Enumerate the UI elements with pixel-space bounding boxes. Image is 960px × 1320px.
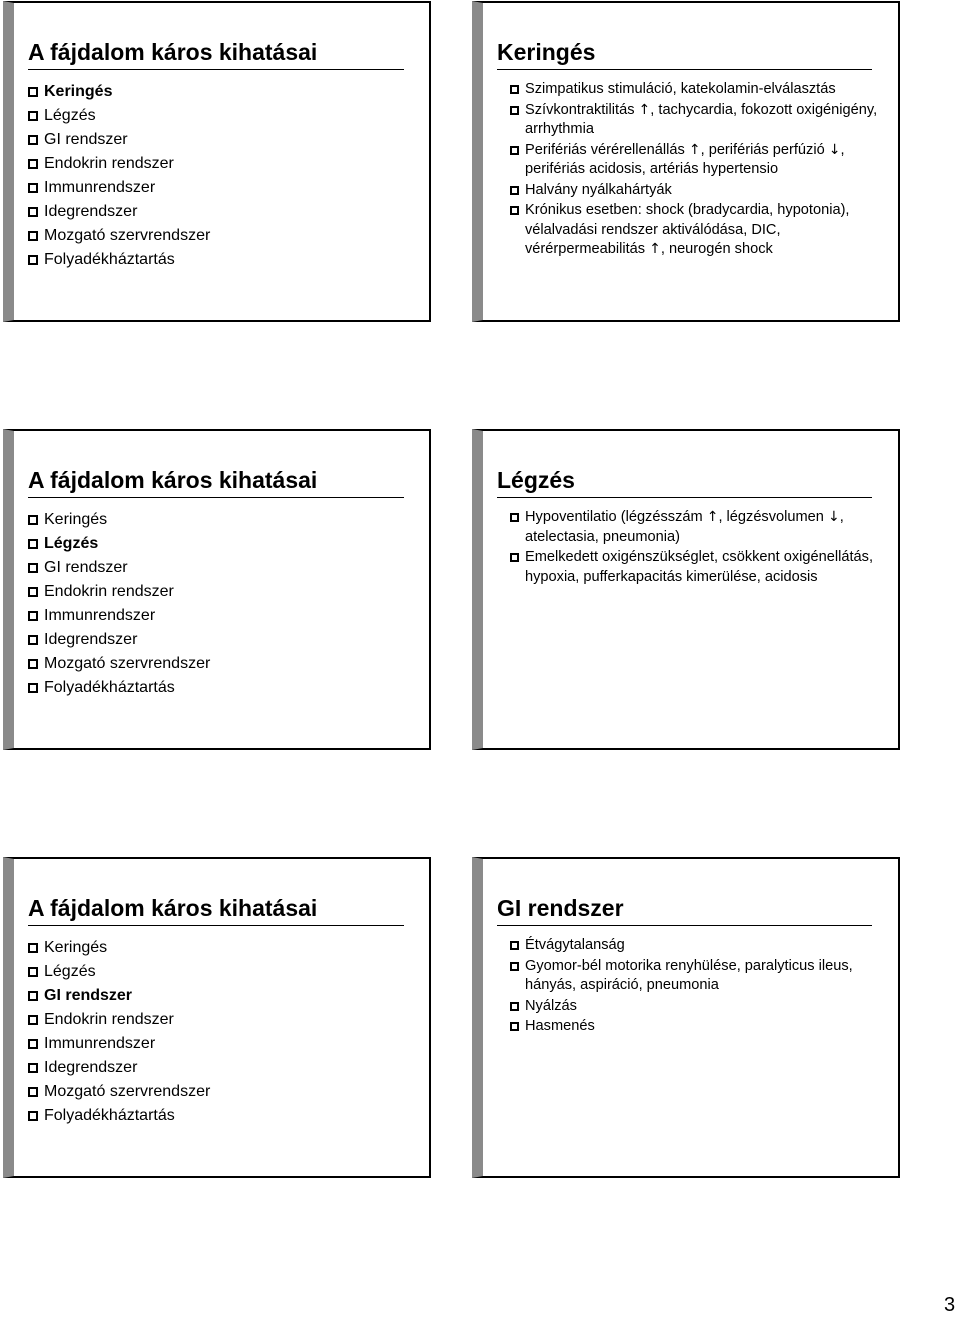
- list-item: Folyadékháztartás: [28, 1104, 423, 1128]
- square-bullet-icon: [28, 207, 38, 217]
- list-item: Légzés: [28, 532, 423, 556]
- list-item: Immunrendszer: [28, 1032, 423, 1056]
- square-bullet-icon: [510, 85, 519, 94]
- list-item: Gyomor-bél motorika renyhülése, paralyticus ileus, hányás, aspiráció, pneumonia: [497, 957, 892, 996]
- list-item: Légzés: [28, 104, 423, 128]
- square-bullet-icon: [28, 943, 38, 953]
- topic-list: [28, 80, 423, 272]
- list-item: Idegrendszer: [28, 200, 423, 224]
- list-item: Folyadékháztartás: [28, 248, 423, 272]
- list-item: Endokrin rendszer: [28, 580, 423, 604]
- list-item: Immunrendszer: [28, 604, 423, 628]
- list-item: Mozgató szervrendszer: [28, 652, 423, 676]
- square-bullet-icon: [28, 159, 38, 169]
- content-list: [497, 508, 892, 588]
- square-bullet-icon: [28, 1063, 38, 1073]
- square-bullet-icon: [28, 183, 38, 193]
- topic-list: [28, 936, 423, 1128]
- arrow-up-icon: ↑: [706, 509, 719, 525]
- slide-4: [472, 429, 900, 750]
- list-item: Hasmenés: [497, 1017, 892, 1037]
- square-bullet-icon: [510, 941, 519, 950]
- square-bullet-icon: [510, 106, 519, 115]
- slide-title: Keringés: [497, 37, 872, 70]
- square-bullet-icon: [28, 539, 38, 549]
- list-item: Légzés: [28, 960, 423, 984]
- list-item: Mozgató szervrendszer: [28, 224, 423, 248]
- square-bullet-icon: [28, 87, 38, 97]
- slide-title: GI rendszer: [497, 893, 872, 926]
- square-bullet-icon: [28, 967, 38, 977]
- square-bullet-icon: [28, 111, 38, 121]
- square-bullet-icon: [28, 587, 38, 597]
- square-bullet-icon: [510, 1022, 519, 1031]
- square-bullet-icon: [510, 206, 519, 215]
- list-item: Étvágytalanság: [497, 936, 892, 956]
- slide-2: [472, 1, 900, 322]
- square-bullet-icon: [510, 146, 519, 155]
- list-item: Immunrendszer: [28, 176, 423, 200]
- square-bullet-icon: [28, 1015, 38, 1025]
- slide-5: [3, 857, 431, 1178]
- arrow-down-icon: ↓: [828, 141, 841, 158]
- square-bullet-icon: [28, 611, 38, 621]
- list-item: Szívkontraktilitás ↑, tachycardia, fokozott oxigénigény, arrhythmia: [497, 101, 892, 140]
- slide-6: [472, 857, 900, 1178]
- list-item: Mozgató szervrendszer: [28, 1080, 423, 1104]
- content-list: [497, 80, 892, 261]
- list-item: Szimpatikus stimuláció, katekolamin-elválasztás: [497, 80, 892, 100]
- list-item: Krónikus esetben: shock (bradycardia, hypotonia), vélalvadási rendszer aktiválódása, DIC, vérérpermeabilitás ↑, neurogén shock: [497, 201, 892, 260]
- square-bullet-icon: [510, 962, 519, 971]
- list-item: Idegrendszer: [28, 628, 423, 652]
- arrow-up-icon: ↑: [649, 241, 661, 257]
- square-bullet-icon: [510, 1002, 519, 1011]
- square-bullet-icon: [510, 513, 519, 522]
- list-item: Idegrendszer: [28, 1056, 423, 1080]
- list-item: Keringés: [28, 80, 423, 104]
- list-item: GI rendszer: [28, 984, 423, 1008]
- arrow-up-icon: ↑: [688, 141, 701, 158]
- list-item: Nyálzás: [497, 997, 892, 1017]
- content-list: [497, 936, 892, 1038]
- list-item: Endokrin rendszer: [28, 152, 423, 176]
- list-item: GI rendszer: [28, 556, 423, 580]
- square-bullet-icon: [28, 515, 38, 525]
- list-item: GI rendszer: [28, 128, 423, 152]
- list-item: Keringés: [28, 936, 423, 960]
- square-bullet-icon: [510, 186, 519, 195]
- arrow-down-icon: ↓: [827, 509, 840, 525]
- square-bullet-icon: [28, 255, 38, 265]
- square-bullet-icon: [28, 683, 38, 693]
- square-bullet-icon: [28, 231, 38, 241]
- square-bullet-icon: [28, 563, 38, 573]
- topic-list: [28, 508, 423, 700]
- list-item: Folyadékháztartás: [28, 676, 423, 700]
- slide-3: [3, 429, 431, 750]
- square-bullet-icon: [28, 1087, 38, 1097]
- slide-title: Légzés: [497, 465, 872, 498]
- slide-title: A fájdalom káros kihatásai: [28, 893, 404, 926]
- list-item: Perifériás vérérellenállás ↑, perifériás perfúzió ↓, perifériás acidosis, artériás hypertensio: [497, 141, 892, 180]
- square-bullet-icon: [28, 659, 38, 669]
- square-bullet-icon: [28, 135, 38, 145]
- page-number: 3: [944, 1294, 956, 1316]
- slide-title: A fájdalom káros kihatásai: [28, 465, 404, 498]
- arrow-up-icon: ↑: [638, 101, 651, 118]
- square-bullet-icon: [510, 553, 519, 562]
- square-bullet-icon: [28, 991, 38, 1001]
- square-bullet-icon: [28, 1039, 38, 1049]
- slide-title: A fájdalom káros kihatásai: [28, 37, 404, 70]
- list-item: Halvány nyálkahártyák: [497, 181, 892, 201]
- slide-1: [3, 1, 431, 322]
- list-item: Keringés: [28, 508, 423, 532]
- list-item: Hypoventilatio (légzésszám ↑, légzésvolumen ↓, atelectasia, pneumonia): [497, 508, 892, 547]
- square-bullet-icon: [28, 1111, 38, 1121]
- list-item: Emelkedett oxigénszükséglet, csökkent oxigénellátás, hypoxia, pufferkapacitás kimerülése, acidosis: [497, 548, 892, 587]
- square-bullet-icon: [28, 635, 38, 645]
- list-item: Endokrin rendszer: [28, 1008, 423, 1032]
